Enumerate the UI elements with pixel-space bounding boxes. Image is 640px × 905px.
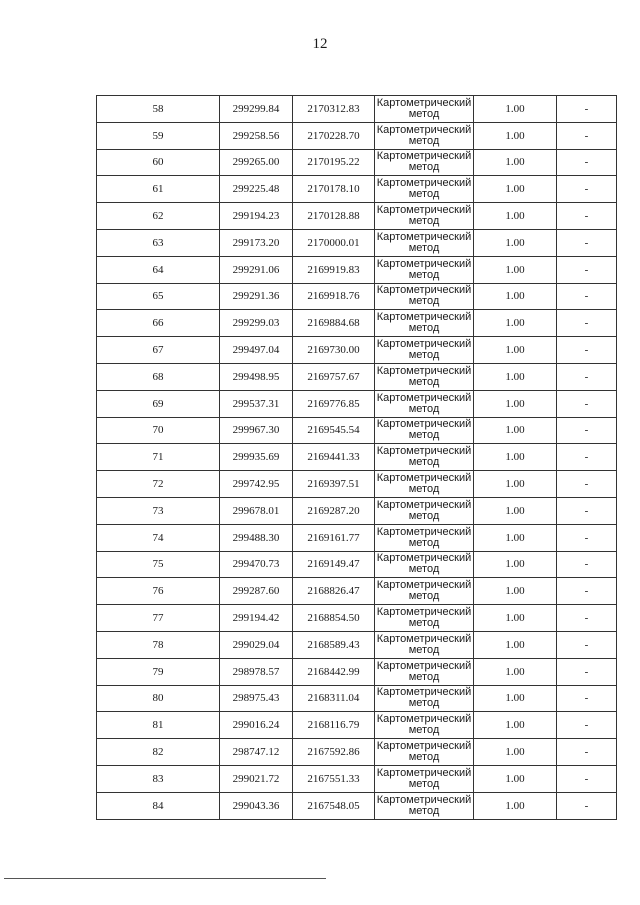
method-label-line2: метод — [408, 134, 440, 147]
table-row — [97, 283, 617, 310]
point-number-cell: 79 — [97, 658, 220, 685]
point-number-cell: 71 — [97, 444, 220, 471]
y-coordinate-cell: 2168826.47 — [293, 578, 375, 605]
point-number-cell: 77 — [97, 605, 220, 632]
method-label-line2: метод — [408, 724, 440, 737]
method-label-line2: метод — [408, 241, 440, 254]
x-coordinate-cell: 299016.24 — [220, 712, 293, 739]
coordinates-table — [96, 95, 617, 820]
table-row — [97, 203, 617, 230]
method-cell — [375, 229, 474, 256]
description-cell: - — [557, 390, 617, 417]
table-row — [97, 122, 617, 149]
x-coordinate-cell: 299173.20 — [220, 229, 293, 256]
accuracy-cell: 1.00 — [474, 149, 557, 176]
page-number: 12 — [312, 36, 328, 52]
y-coordinate-cell: 2170312.83 — [293, 96, 375, 123]
x-coordinate-cell: 299225.48 — [220, 176, 293, 203]
accuracy-cell: 1.00 — [474, 310, 557, 337]
description-cell: - — [557, 765, 617, 792]
table-row — [97, 658, 617, 685]
method-label-line2: метод — [408, 107, 440, 120]
description-cell: - — [557, 283, 617, 310]
method-label-line2: метод — [408, 268, 440, 281]
method-cell — [375, 283, 474, 310]
method-label-line1: Картометрический — [376, 311, 472, 324]
method-cell — [375, 524, 474, 551]
point-number-cell: 60 — [97, 149, 220, 176]
method-cell — [375, 96, 474, 123]
method-label-line2: метод — [408, 643, 440, 656]
footnote-separator — [4, 878, 326, 879]
method-label-line1: Картометрический — [376, 418, 472, 431]
method-label-line1: Картометрический — [376, 766, 472, 779]
method-label-line1: Картометрический — [376, 606, 472, 619]
point-number-cell: 70 — [97, 417, 220, 444]
description-cell: - — [557, 631, 617, 658]
method-label-line1: Картометрический — [376, 96, 472, 109]
table-row — [97, 605, 617, 632]
description-cell: - — [557, 658, 617, 685]
method-label-line1: Картометрический — [376, 525, 472, 538]
method-label-line1: Картометрический — [376, 445, 472, 458]
y-coordinate-cell: 2169757.67 — [293, 363, 375, 390]
point-number-cell: 65 — [97, 283, 220, 310]
method-label-line1: Картометрический — [376, 123, 472, 136]
accuracy-cell: 1.00 — [474, 497, 557, 524]
method-cell — [375, 658, 474, 685]
description-cell: - — [557, 337, 617, 364]
x-coordinate-cell: 299299.03 — [220, 310, 293, 337]
table-row — [97, 578, 617, 605]
point-number-cell: 62 — [97, 203, 220, 230]
x-coordinate-cell: 299498.95 — [220, 363, 293, 390]
method-label-line1: Картометрический — [376, 686, 472, 699]
point-number-cell: 76 — [97, 578, 220, 605]
method-label-line2: метод — [408, 563, 440, 576]
method-cell — [375, 417, 474, 444]
x-coordinate-cell: 299967.30 — [220, 417, 293, 444]
accuracy-cell: 1.00 — [474, 229, 557, 256]
method-cell — [375, 712, 474, 739]
method-label-line2: метод — [408, 590, 440, 603]
method-label-line1: Картометрический — [376, 284, 472, 297]
method-label-line1: Картометрический — [376, 579, 472, 592]
y-coordinate-cell: 2167551.33 — [293, 765, 375, 792]
description-cell: - — [557, 605, 617, 632]
y-coordinate-cell: 2170178.10 — [293, 176, 375, 203]
table-row — [97, 390, 617, 417]
y-coordinate-cell: 2169287.20 — [293, 497, 375, 524]
accuracy-cell: 1.00 — [474, 578, 557, 605]
accuracy-cell: 1.00 — [474, 765, 557, 792]
method-label-line1: Картометрический — [376, 364, 472, 377]
method-label-line1: Картометрический — [376, 552, 472, 565]
accuracy-cell: 1.00 — [474, 444, 557, 471]
description-cell: - — [557, 363, 617, 390]
description-cell: - — [557, 524, 617, 551]
table-row — [97, 417, 617, 444]
method-cell — [375, 337, 474, 364]
method-cell — [375, 685, 474, 712]
description-cell: - — [557, 229, 617, 256]
method-label-line2: метод — [408, 483, 440, 496]
x-coordinate-cell: 299488.30 — [220, 524, 293, 551]
point-number-cell: 63 — [97, 229, 220, 256]
point-number-cell: 81 — [97, 712, 220, 739]
method-cell — [375, 765, 474, 792]
method-cell — [375, 739, 474, 766]
point-number-cell: 80 — [97, 685, 220, 712]
accuracy-cell: 1.00 — [474, 631, 557, 658]
method-label-line2: метод — [408, 617, 440, 630]
method-label-line2: метод — [408, 188, 440, 201]
y-coordinate-cell: 2170228.70 — [293, 122, 375, 149]
accuracy-cell: 1.00 — [474, 283, 557, 310]
method-label-line2: метод — [408, 751, 440, 764]
table-row — [97, 712, 617, 739]
point-number-cell: 75 — [97, 551, 220, 578]
accuracy-cell: 1.00 — [474, 176, 557, 203]
method-label-line1: Картометрический — [376, 740, 472, 753]
method-label-line2: метод — [408, 536, 440, 549]
accuracy-cell: 1.00 — [474, 792, 557, 819]
table-row — [97, 96, 617, 123]
y-coordinate-cell: 2170128.88 — [293, 203, 375, 230]
table-row — [97, 524, 617, 551]
x-coordinate-cell: 298747.12 — [220, 739, 293, 766]
table-row — [97, 310, 617, 337]
y-coordinate-cell: 2169149.47 — [293, 551, 375, 578]
table-row — [97, 631, 617, 658]
method-label-line2: метод — [408, 456, 440, 469]
accuracy-cell: 1.00 — [474, 337, 557, 364]
accuracy-cell: 1.00 — [474, 524, 557, 551]
description-cell: - — [557, 122, 617, 149]
y-coordinate-cell: 2169918.76 — [293, 283, 375, 310]
table-row — [97, 256, 617, 283]
point-number-cell: 59 — [97, 122, 220, 149]
method-cell — [375, 149, 474, 176]
point-number-cell: 73 — [97, 497, 220, 524]
method-label-line1: Картометрический — [376, 713, 472, 726]
description-cell: - — [557, 685, 617, 712]
point-number-cell: 68 — [97, 363, 220, 390]
accuracy-cell: 1.00 — [474, 471, 557, 498]
table-row — [97, 149, 617, 176]
description-cell: - — [557, 96, 617, 123]
method-label-line2: метод — [408, 322, 440, 335]
y-coordinate-cell: 2169919.83 — [293, 256, 375, 283]
point-number-cell: 72 — [97, 471, 220, 498]
y-coordinate-cell: 2169730.00 — [293, 337, 375, 364]
method-cell — [375, 176, 474, 203]
y-coordinate-cell: 2169545.54 — [293, 417, 375, 444]
coordinates-table-body — [97, 96, 617, 820]
method-label-line2: метод — [408, 215, 440, 228]
method-label-line1: Картометрический — [376, 632, 472, 645]
method-cell — [375, 203, 474, 230]
table-row — [97, 765, 617, 792]
point-number-cell: 74 — [97, 524, 220, 551]
x-coordinate-cell: 299265.00 — [220, 149, 293, 176]
x-coordinate-cell: 299194.42 — [220, 605, 293, 632]
x-coordinate-cell: 299537.31 — [220, 390, 293, 417]
method-label-line2: метод — [408, 670, 440, 683]
point-number-cell: 58 — [97, 96, 220, 123]
description-cell: - — [557, 417, 617, 444]
method-label-line1: Картометрический — [376, 793, 472, 806]
point-number-cell: 78 — [97, 631, 220, 658]
method-label-line1: Картометрический — [376, 150, 472, 163]
method-cell — [375, 605, 474, 632]
accuracy-cell: 1.00 — [474, 122, 557, 149]
point-number-cell: 84 — [97, 792, 220, 819]
method-label-line2: метод — [408, 697, 440, 710]
y-coordinate-cell: 2167548.05 — [293, 792, 375, 819]
description-cell: - — [557, 739, 617, 766]
x-coordinate-cell: 298978.57 — [220, 658, 293, 685]
method-cell — [375, 578, 474, 605]
y-coordinate-cell: 2170195.22 — [293, 149, 375, 176]
method-label-line1: Картометрический — [376, 230, 472, 243]
point-number-cell: 66 — [97, 310, 220, 337]
x-coordinate-cell: 299258.56 — [220, 122, 293, 149]
x-coordinate-cell: 299935.69 — [220, 444, 293, 471]
accuracy-cell: 1.00 — [474, 685, 557, 712]
y-coordinate-cell: 2170000.01 — [293, 229, 375, 256]
x-coordinate-cell: 299021.72 — [220, 765, 293, 792]
method-cell — [375, 551, 474, 578]
description-cell: - — [557, 256, 617, 283]
x-coordinate-cell: 299678.01 — [220, 497, 293, 524]
table-row — [97, 792, 617, 819]
x-coordinate-cell: 299299.84 — [220, 96, 293, 123]
y-coordinate-cell: 2167592.86 — [293, 739, 375, 766]
point-number-cell: 69 — [97, 390, 220, 417]
description-cell: - — [557, 310, 617, 337]
x-coordinate-cell: 299029.04 — [220, 631, 293, 658]
method-cell — [375, 631, 474, 658]
description-cell: - — [557, 444, 617, 471]
accuracy-cell: 1.00 — [474, 712, 557, 739]
description-cell: - — [557, 551, 617, 578]
accuracy-cell: 1.00 — [474, 605, 557, 632]
method-label-line1: Картометрический — [376, 204, 472, 217]
method-label-line1: Картометрический — [376, 472, 472, 485]
y-coordinate-cell: 2169776.85 — [293, 390, 375, 417]
x-coordinate-cell: 299291.06 — [220, 256, 293, 283]
method-cell — [375, 310, 474, 337]
accuracy-cell: 1.00 — [474, 390, 557, 417]
table-row — [97, 739, 617, 766]
table-row — [97, 176, 617, 203]
y-coordinate-cell: 2168116.79 — [293, 712, 375, 739]
x-coordinate-cell: 298975.43 — [220, 685, 293, 712]
x-coordinate-cell: 299470.73 — [220, 551, 293, 578]
description-cell: - — [557, 497, 617, 524]
accuracy-cell: 1.00 — [474, 256, 557, 283]
accuracy-cell: 1.00 — [474, 363, 557, 390]
method-cell — [375, 122, 474, 149]
x-coordinate-cell: 299287.60 — [220, 578, 293, 605]
accuracy-cell: 1.00 — [474, 658, 557, 685]
accuracy-cell: 1.00 — [474, 417, 557, 444]
table-row — [97, 337, 617, 364]
y-coordinate-cell: 2168311.04 — [293, 685, 375, 712]
y-coordinate-cell: 2169161.77 — [293, 524, 375, 551]
method-label-line2: метод — [408, 402, 440, 415]
x-coordinate-cell: 299194.23 — [220, 203, 293, 230]
method-label-line2: метод — [408, 509, 440, 522]
method-label-line2: метод — [408, 161, 440, 174]
method-label-line2: метод — [408, 804, 440, 817]
accuracy-cell: 1.00 — [474, 739, 557, 766]
method-cell — [375, 256, 474, 283]
description-cell: - — [557, 578, 617, 605]
method-label-line1: Картометрический — [376, 338, 472, 351]
method-label-line2: метод — [408, 777, 440, 790]
table-row — [97, 471, 617, 498]
x-coordinate-cell: 299742.95 — [220, 471, 293, 498]
method-cell — [375, 497, 474, 524]
method-label-line1: Картометрический — [376, 257, 472, 270]
method-cell — [375, 471, 474, 498]
description-cell: - — [557, 712, 617, 739]
point-number-cell: 83 — [97, 765, 220, 792]
table-row — [97, 551, 617, 578]
table-row — [97, 363, 617, 390]
method-label-line2: метод — [408, 295, 440, 308]
method-label-line2: метод — [408, 429, 440, 442]
x-coordinate-cell: 299043.36 — [220, 792, 293, 819]
point-number-cell: 82 — [97, 739, 220, 766]
method-label-line1: Картометрический — [376, 659, 472, 672]
description-cell: - — [557, 176, 617, 203]
method-label-line1: Картометрический — [376, 391, 472, 404]
accuracy-cell: 1.00 — [474, 203, 557, 230]
accuracy-cell: 1.00 — [474, 96, 557, 123]
y-coordinate-cell: 2169884.68 — [293, 310, 375, 337]
method-label-line1: Картометрический — [376, 498, 472, 511]
table-row — [97, 685, 617, 712]
table-row — [97, 497, 617, 524]
y-coordinate-cell: 2168589.43 — [293, 631, 375, 658]
point-number-cell: 61 — [97, 176, 220, 203]
y-coordinate-cell: 2169397.51 — [293, 471, 375, 498]
y-coordinate-cell: 2169441.33 — [293, 444, 375, 471]
description-cell: - — [557, 792, 617, 819]
accuracy-cell: 1.00 — [474, 551, 557, 578]
description-cell: - — [557, 149, 617, 176]
description-cell: - — [557, 471, 617, 498]
point-number-cell: 64 — [97, 256, 220, 283]
description-cell: - — [557, 203, 617, 230]
x-coordinate-cell: 299291.36 — [220, 283, 293, 310]
table-row — [97, 444, 617, 471]
x-coordinate-cell: 299497.04 — [220, 337, 293, 364]
table-row — [97, 229, 617, 256]
method-label-line1: Картометрический — [376, 177, 472, 190]
y-coordinate-cell: 2168442.99 — [293, 658, 375, 685]
method-cell — [375, 444, 474, 471]
method-cell — [375, 363, 474, 390]
point-number-cell: 67 — [97, 337, 220, 364]
method-label-line2: метод — [408, 349, 440, 362]
method-cell — [375, 792, 474, 819]
method-label-line2: метод — [408, 375, 440, 388]
y-coordinate-cell: 2168854.50 — [293, 605, 375, 632]
method-cell — [375, 390, 474, 417]
